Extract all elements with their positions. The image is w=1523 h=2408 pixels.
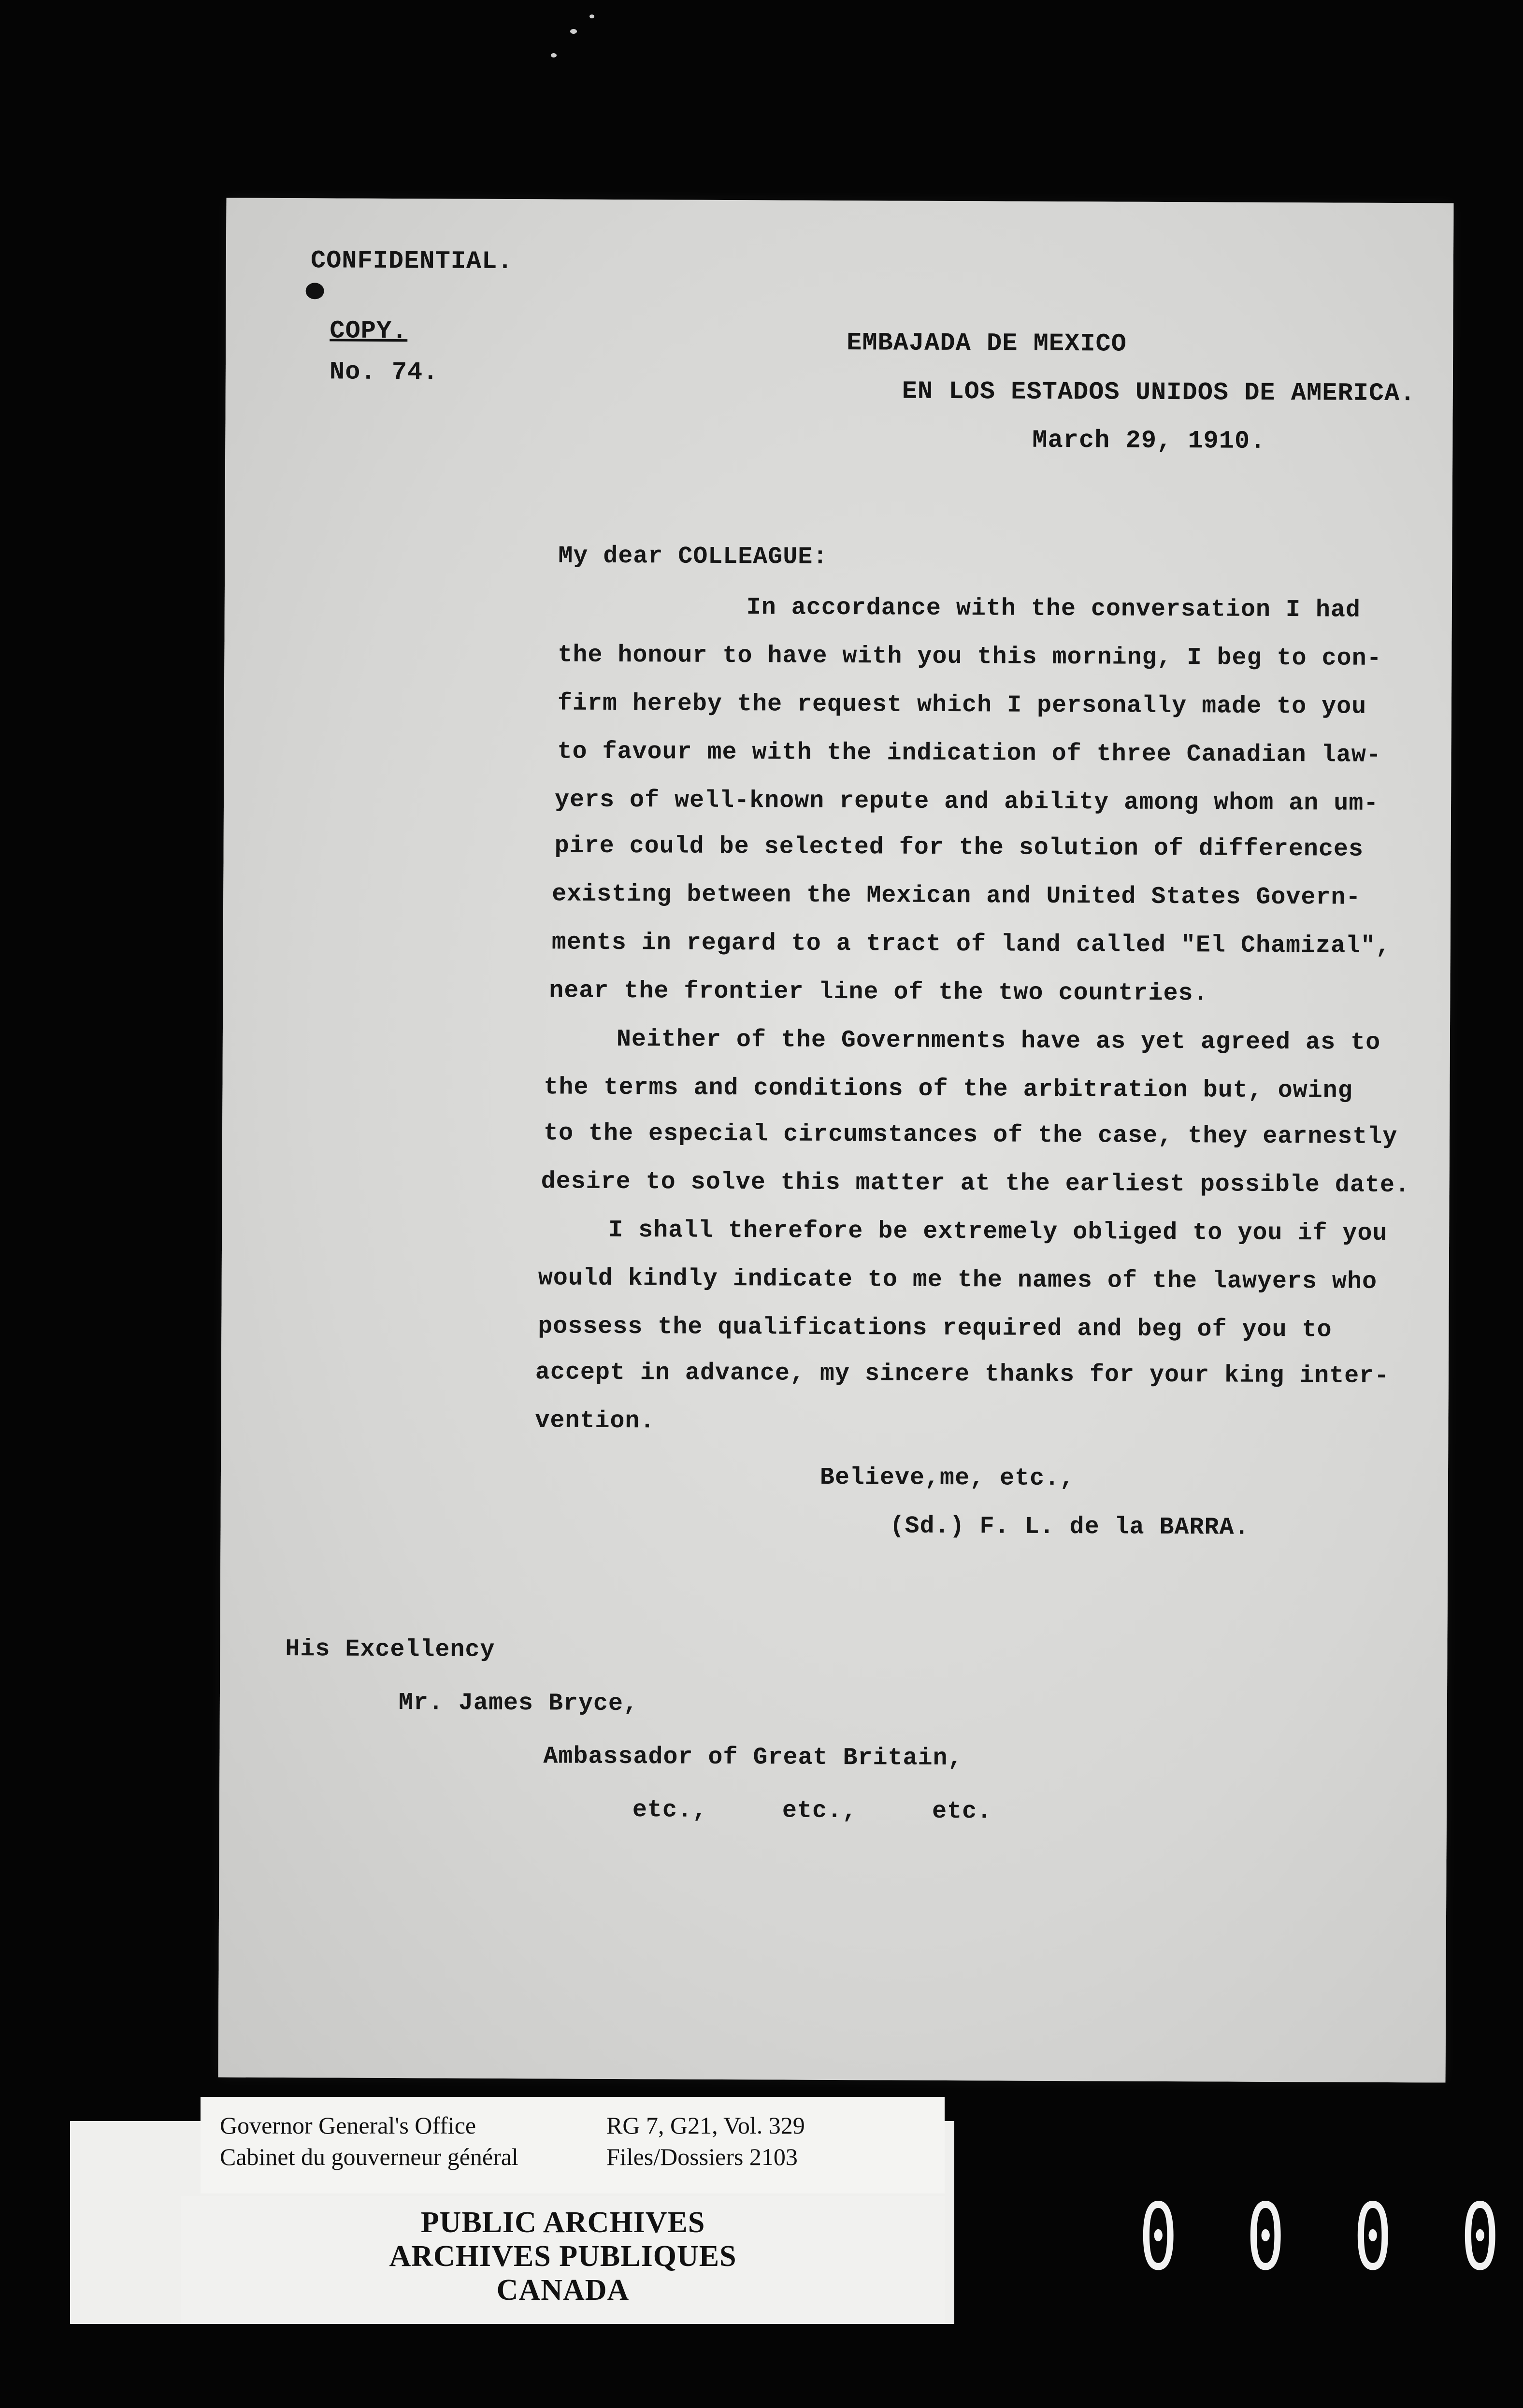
- office-english: Governor General's Office: [220, 2112, 476, 2139]
- letterhead-line-1: EMBAJADA DE MEXICO: [847, 329, 1127, 358]
- film-speck: [551, 53, 557, 57]
- body-line: to favour me with the indication of three Canadian law-: [557, 738, 1381, 769]
- body-line: the honour to have with you this morning, I beg to con-: [558, 641, 1382, 673]
- file-number: Files/Dossiers 2103: [606, 2143, 798, 2170]
- ink-blot: [306, 283, 324, 299]
- body-line: accept in advance, my sincere thanks for your king inter-: [535, 1359, 1390, 1390]
- body-line: In accordance with the conversation I had: [746, 594, 1361, 624]
- confidential-mark: CONFIDENTIAL.: [310, 246, 513, 276]
- body-line: pire could be selected for the solution of differences: [554, 832, 1364, 863]
- copy-mark: COPY.: [330, 316, 408, 346]
- address-line: Mr. James Bryce,: [398, 1689, 639, 1718]
- body-line: near the frontier line of the two countries.: [549, 977, 1208, 1008]
- body-line: Neither of the Governments have as yet agreed as to: [616, 1026, 1381, 1057]
- body-line: existing between the Mexican and United States Govern-: [552, 880, 1361, 912]
- frame-digit: 0: [1246, 2183, 1285, 2291]
- frame-digit: 0: [1460, 2183, 1499, 2291]
- archives-english: PUBLIC ARCHIVES: [420, 2206, 705, 2239]
- letter-date: March 29, 1910.: [1032, 426, 1266, 456]
- body-line: to the especial circumstances of the case, they earnestly: [543, 1119, 1398, 1151]
- frame-digit: 0: [1353, 2183, 1392, 2291]
- film-speck: [589, 14, 594, 18]
- body-line: possess the qualifications required and beg of you to: [538, 1313, 1332, 1344]
- address-line: Ambassador of Great Britain,: [543, 1743, 963, 1773]
- body-line: ments in regard to a tract of land called "El Chamizal",: [551, 929, 1391, 960]
- salutation: My dear COLLEAGUE:: [558, 542, 828, 571]
- signature: (Sd.) F. L. de la BARRA.: [890, 1512, 1250, 1542]
- body-line: yers of well-known repute and ability among whom an um-: [554, 786, 1379, 817]
- record-group-reference: RG 7, G21, Vol. 329: [606, 2112, 805, 2139]
- body-line: the terms and conditions of the arbitration but, owing: [544, 1074, 1353, 1105]
- archives-french: ARCHIVES PUBLIQUES: [389, 2240, 737, 2273]
- body-line: I shall therefore be extremely obliged to you if you: [608, 1216, 1388, 1247]
- public-archives-stamp: [181, 2196, 945, 2324]
- letterhead-line-2: EN LOS ESTADOS UNIDOS DE AMERICA.: [902, 377, 1416, 408]
- archive-reference-card: [201, 2097, 945, 2193]
- address-line: His Excellency: [285, 1635, 495, 1664]
- closing: Believe,me, etc.,: [819, 1463, 1075, 1493]
- frame-digit: 0: [1139, 2183, 1178, 2291]
- archives-country: CANADA: [496, 2274, 630, 2307]
- letter-page: [218, 198, 1454, 2082]
- frame-counter: [1131, 2183, 1508, 2291]
- body-line: vention.: [535, 1407, 655, 1435]
- body-line: desire to solve this matter at the earliest possible date.: [541, 1168, 1410, 1200]
- body-line: firm hereby the request which I personally made to you: [557, 689, 1367, 721]
- body-line: would kindly indicate to me the names of the lawyers who: [538, 1264, 1378, 1296]
- address-line: etc., etc., etc.: [632, 1796, 992, 1826]
- letter-number: No. 74.: [329, 358, 439, 387]
- film-speck: [570, 29, 577, 34]
- office-french: Cabinet du gouverneur général: [220, 2143, 518, 2170]
